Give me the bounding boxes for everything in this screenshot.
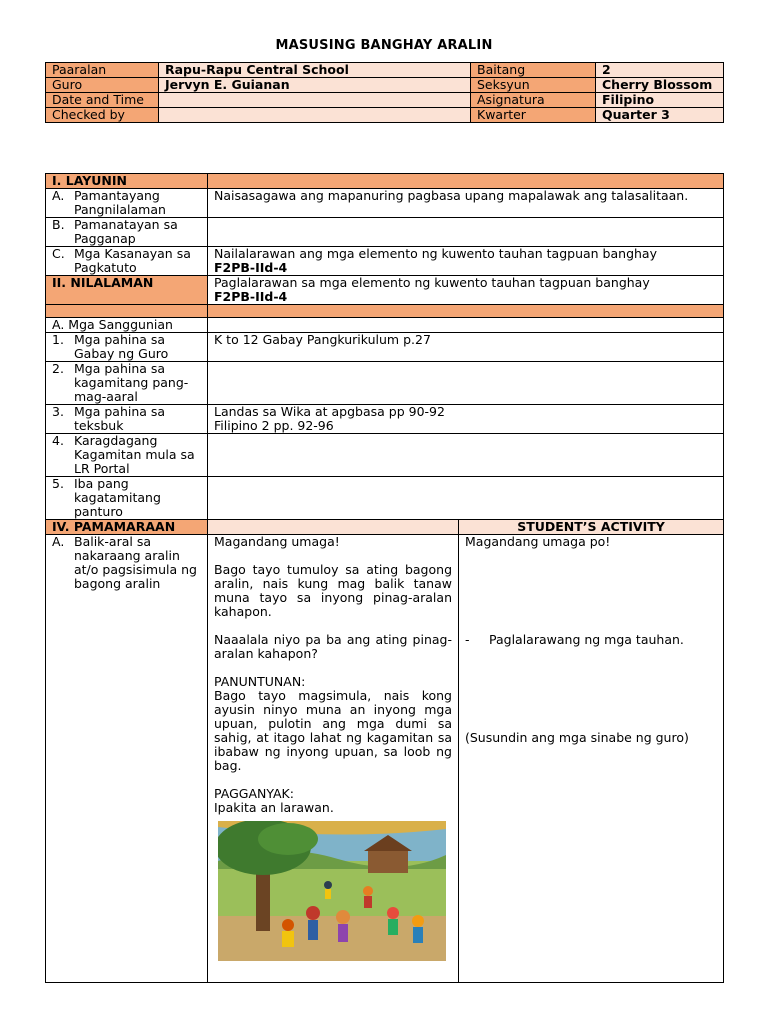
student-response-1: Paglalarawang ng mga tauhan. xyxy=(489,632,684,647)
teacher-greeting: Magandang umaga! xyxy=(214,534,340,549)
layunin-a-num: A. xyxy=(52,188,65,203)
sanggunian-3-value-cell xyxy=(208,405,724,434)
pamamaraan-a-cell xyxy=(46,535,208,983)
sanggunian-item-5 xyxy=(46,477,208,520)
baitang-value: 2 xyxy=(596,63,724,78)
sanggunian-2-num: 2. xyxy=(52,361,64,376)
layunin-c-num: C. xyxy=(52,246,65,261)
student-response-dash: - xyxy=(465,632,470,647)
layunin-b-value xyxy=(208,218,724,247)
blank-orange-row-right xyxy=(208,305,724,318)
layunin-b-label: Pamanatayan sa Pagganap xyxy=(74,217,178,246)
checked-value xyxy=(159,108,471,123)
pamamaraan-teacher-heading-fill xyxy=(208,520,459,535)
sanggunian-5-value xyxy=(208,477,724,520)
seksyun-value: Cherry Blossom xyxy=(596,78,724,93)
sanggunian-1-label: Mga pahina sa Gabay ng Guro xyxy=(74,332,169,361)
seksyun-label: Seksyun xyxy=(471,78,596,93)
sanggunian-4-label: Karagdagang Kagamitan mula sa LR Portal xyxy=(74,433,195,476)
sanggunian-item-2 xyxy=(46,362,208,405)
asignatura-value: Filipino xyxy=(596,93,724,108)
sanggunian-item-1 xyxy=(46,333,208,362)
layunin-c-label: Mga Kasanayan sa Pagkatuto xyxy=(74,246,191,275)
blank-orange-row-left xyxy=(46,305,208,318)
teacher-paragraph-1: Bago tayo tumuloy sa ating bagong aralin, nais kung mag balik tanaw muna tayo sa inyong pinag-aralan kahapon. xyxy=(214,562,452,619)
layunin-heading-fill xyxy=(208,174,724,189)
nilalaman-heading: II. NILALAMAN xyxy=(46,276,208,305)
sanggunian-heading: A. Mga Sanggunian xyxy=(46,318,208,333)
guro-label: Guro xyxy=(46,78,159,93)
pamamaraan-heading: IV. PAMAMARAAN xyxy=(46,520,208,535)
layunin-a-cell xyxy=(46,189,208,218)
guro-value: Jervyn E. Guianan xyxy=(159,78,471,93)
village-scene-image xyxy=(218,821,446,961)
sanggunian-4-num: 4. xyxy=(52,433,64,448)
teacher-paragraph-3: Bago tayo magsimula, nais kong ayusin ninyo muna an inyong mga upuan, pulotin ang mga dumi sa sahig, at itago lahat ng kagamitan sa ibabaw ng inyong upuan, sa loob ng bag. xyxy=(214,688,452,773)
sanggunian-2-value xyxy=(208,362,724,405)
paaralan-value: Rapu-Rapu Central School xyxy=(159,63,471,78)
nilalaman-code: F2PB-IId-4 xyxy=(214,289,288,304)
document-title: MASUSING BANGHAY ARALIN xyxy=(275,38,493,53)
layunin-heading: I. LAYUNIN xyxy=(46,174,208,189)
asignatura-label: Asignatura xyxy=(471,93,596,108)
sanggunian-3-value2: Filipino 2 pp. 92-96 xyxy=(214,418,334,433)
layunin-b-num: B. xyxy=(52,217,65,232)
pagganyak-label: PAGGANYAK: xyxy=(214,786,294,801)
lesson-plan-table xyxy=(45,173,724,983)
pamamaraan-a-label: Balik-aral sa nakaraang aralin at/o pagsisimula ng bagong aralin xyxy=(74,534,197,591)
sanggunian-3-num: 3. xyxy=(52,404,64,419)
student-response-2: (Susundin ang mga sinabe ng guro) xyxy=(465,730,689,745)
lesson-illustration xyxy=(218,821,446,961)
layunin-a-value: Naisasagawa ang mapanuring pagbasa upang mapalawak ang talasalitaan. xyxy=(208,189,724,218)
student-activity-heading: STUDENT’S ACTIVITY xyxy=(459,520,724,535)
sanggunian-4-value xyxy=(208,434,724,477)
layunin-c-cell xyxy=(46,247,208,276)
layunin-c-value: Nailalarawan ang mga elemento ng kuwento tauhan tagpuan banghay xyxy=(214,246,657,261)
sanggunian-2-label: Mga pahina sa kagamitang pang-mag-aaral xyxy=(74,361,189,404)
lesson-info-table xyxy=(45,62,724,123)
layunin-c-code: F2PB-IId-4 xyxy=(214,260,288,275)
student-greeting: Magandang umaga po! xyxy=(465,534,611,549)
teacher-paragraph-4: Ipakita an larawan. xyxy=(214,800,334,815)
sanggunian-5-label: Iba pang kagatamitang panturo xyxy=(74,476,161,519)
checked-label: Checked by xyxy=(46,108,159,123)
sanggunian-item-4 xyxy=(46,434,208,477)
layunin-c-value-cell xyxy=(208,247,724,276)
kwarter-label: Kwarter xyxy=(471,108,596,123)
date-label: Date and Time xyxy=(46,93,159,108)
sanggunian-3-label: Mga pahina sa teksbuk xyxy=(74,404,166,433)
nilalaman-value-cell xyxy=(208,276,724,305)
panuntunan-label: PANUNTUNAN: xyxy=(214,674,306,689)
teacher-activity-cell xyxy=(208,535,459,983)
paaralan-label: Paaralan xyxy=(46,63,159,78)
sanggunian-1-value: K to 12 Gabay Pangkurikulum p.27 xyxy=(208,333,724,362)
nilalaman-value: Paglalarawan sa mga elemento ng kuwento tauhan tagpuan banghay xyxy=(214,275,650,290)
kwarter-value: Quarter 3 xyxy=(596,108,724,123)
date-value xyxy=(159,93,471,108)
sanggunian-1-num: 1. xyxy=(52,332,64,347)
sanggunian-5-num: 5. xyxy=(52,476,64,491)
layunin-a-label: Pamantayang Pangnilalaman xyxy=(74,188,166,217)
pamamaraan-a-num: A. xyxy=(52,534,65,549)
student-response-1-row xyxy=(465,633,717,647)
sanggunian-3-value: Landas sa Wika at apgbasa pp 90-92 xyxy=(214,404,445,419)
sanggunian-item-3 xyxy=(46,405,208,434)
baitang-label: Baitang xyxy=(471,63,596,78)
layunin-b-cell xyxy=(46,218,208,247)
teacher-paragraph-2: Naaalala niyo pa ba ang ating pinag-aralan kahapon? xyxy=(214,632,452,661)
student-activity-cell xyxy=(459,535,724,983)
sanggunian-heading-fill xyxy=(208,318,724,333)
